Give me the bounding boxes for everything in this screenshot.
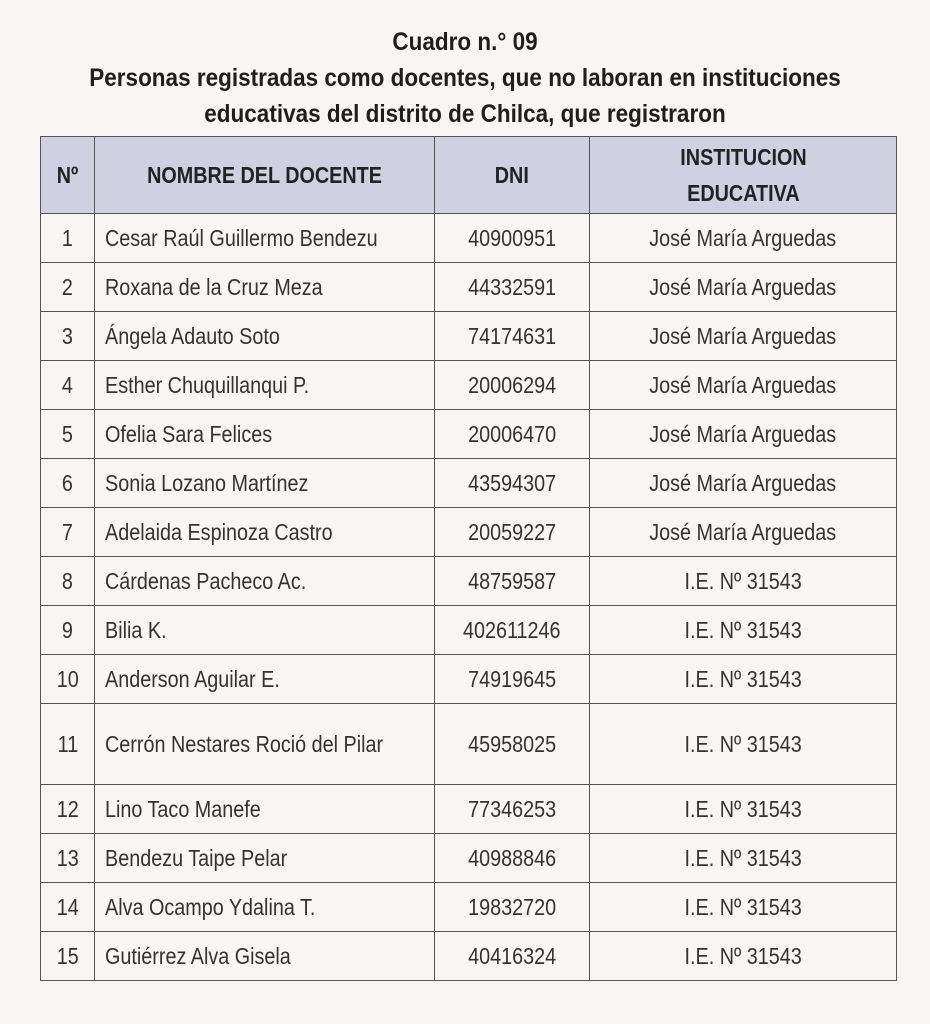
cell-dni-text: 20059227 — [467, 518, 557, 545]
cell-num — [41, 704, 95, 785]
teachers-table — [40, 136, 897, 981]
cell-dni — [435, 655, 590, 704]
cell-num — [41, 606, 95, 655]
cell-institution-text: I.E. Nº 31543 — [684, 942, 802, 969]
cell-dni — [435, 312, 590, 361]
cell-dni-text: 43594307 — [467, 469, 557, 496]
cell-institution — [590, 932, 897, 981]
cell-name — [95, 834, 435, 883]
table-row — [41, 834, 897, 883]
cell-institution-text: I.E. Nº 31543 — [684, 567, 802, 594]
cell-institution-text: José María Arguedas — [649, 322, 837, 349]
cell-dni — [435, 508, 590, 557]
table-caption-number: Cuadro n.° 09 — [392, 28, 538, 56]
cell-institution — [590, 557, 897, 606]
cell-institution — [590, 459, 897, 508]
cell-dni-text: 402611246 — [463, 616, 561, 643]
cell-num-text: 4 — [61, 371, 73, 398]
table-row — [41, 704, 897, 785]
cell-num — [41, 557, 95, 606]
cell-institution-text: I.E. Nº 31543 — [684, 616, 802, 643]
cell-dni — [435, 785, 590, 834]
cell-institution-text: José María Arguedas — [649, 224, 837, 251]
cell-num-text: 12 — [56, 795, 79, 822]
cell-dni-text: 45958025 — [467, 730, 557, 757]
cell-dni-text: 74919645 — [467, 665, 557, 692]
table-row — [41, 361, 897, 410]
cell-name-text: Gutiérrez Alva Gisela — [105, 943, 291, 969]
cell-name — [95, 263, 435, 312]
cell-num-text: 1 — [61, 224, 73, 251]
cell-name — [95, 361, 435, 410]
table-caption-line-2: educativas del distrito de Chilca, que registraron — [204, 100, 726, 128]
cell-dni — [435, 459, 590, 508]
table-header — [41, 137, 897, 214]
cell-institution-text: José María Arguedas — [649, 518, 837, 545]
cell-dni — [435, 214, 590, 263]
cell-name-text: Bilia K. — [105, 617, 167, 643]
header-institution-label-2: EDUCATIVA — [686, 180, 800, 206]
cell-institution — [590, 312, 897, 361]
cell-name-text: Alva Ocampo Ydalina T. — [105, 894, 316, 920]
table-row — [41, 459, 897, 508]
cell-num — [41, 655, 95, 704]
cell-dni-text: 40988846 — [467, 844, 557, 871]
cell-dni — [435, 883, 590, 932]
cell-institution-text: José María Arguedas — [649, 273, 837, 300]
header-row — [41, 137, 897, 214]
table-row — [41, 655, 897, 704]
cell-dni-text: 40900951 — [467, 224, 557, 251]
cell-name — [95, 785, 435, 834]
cell-institution-text: I.E. Nº 31543 — [684, 844, 802, 871]
table-row — [41, 606, 897, 655]
cell-num — [41, 883, 95, 932]
cell-dni — [435, 834, 590, 883]
table-row — [41, 214, 897, 263]
cell-name — [95, 655, 435, 704]
cell-institution-text: I.E. Nº 31543 — [684, 665, 802, 692]
cell-dni — [435, 704, 590, 785]
cell-dni — [435, 932, 590, 981]
table-body — [41, 214, 897, 981]
cell-name-text: Esther Chuquillanqui P. — [105, 372, 310, 398]
cell-name — [95, 459, 435, 508]
cell-name — [95, 214, 435, 263]
cell-name-text: Cesar Raúl Guillermo Bendezu — [105, 225, 378, 251]
table-caption-line-1: Personas registradas como docentes, que no laboran en instituciones — [89, 64, 841, 92]
cell-num-text: 3 — [61, 322, 73, 349]
cell-name — [95, 606, 435, 655]
cell-name — [95, 312, 435, 361]
header-num — [41, 137, 95, 214]
table-row — [41, 557, 897, 606]
cell-name-text: Ofelia Sara Felices — [105, 421, 273, 447]
cell-dni-text: 48759587 — [467, 567, 557, 594]
cell-num — [41, 214, 95, 263]
cell-institution — [590, 785, 897, 834]
cell-dni — [435, 263, 590, 312]
cell-num-text: 10 — [56, 665, 79, 692]
cell-dni-text: 74174631 — [467, 322, 557, 349]
cell-dni-text: 20006294 — [467, 371, 557, 398]
header-institution-label-1: INSTITUCION — [679, 144, 807, 170]
cell-name — [95, 704, 435, 785]
cell-dni-text: 19832720 — [467, 893, 557, 920]
cell-name — [95, 932, 435, 981]
cell-institution-text: José María Arguedas — [649, 469, 837, 496]
cell-institution — [590, 883, 897, 932]
cell-name-text: Ángela Adauto Soto — [105, 323, 280, 349]
cell-institution-text: José María Arguedas — [649, 420, 837, 447]
cell-num-text: 11 — [57, 730, 78, 757]
cell-name-text: Roxana de la Cruz Meza — [105, 274, 323, 300]
cell-dni — [435, 410, 590, 459]
cell-num — [41, 785, 95, 834]
cell-name-text: Cárdenas Pacheco Ac. — [105, 568, 307, 594]
table-row — [41, 932, 897, 981]
table-row — [41, 312, 897, 361]
table-row — [41, 883, 897, 932]
cell-num-text: 9 — [61, 616, 73, 643]
cell-institution-text: I.E. Nº 31543 — [684, 795, 802, 822]
cell-institution — [590, 361, 897, 410]
cell-institution — [590, 655, 897, 704]
cell-name-text: Bendezu Taipe Pelar — [105, 845, 288, 871]
cell-name-text: Cerrón Nestares Roció del Pilar — [105, 731, 384, 757]
cell-institution-text: I.E. Nº 31543 — [684, 893, 802, 920]
cell-num-text: 5 — [61, 420, 73, 447]
cell-name — [95, 410, 435, 459]
cell-institution — [590, 263, 897, 312]
cell-dni-text: 40416324 — [467, 942, 557, 969]
cell-dni — [435, 557, 590, 606]
cell-dni-text: 77346253 — [467, 795, 557, 822]
cell-institution — [590, 606, 897, 655]
header-num-label: Nº — [56, 162, 79, 188]
cell-num — [41, 263, 95, 312]
cell-num-text: 6 — [61, 469, 73, 496]
cell-institution — [590, 214, 897, 263]
cell-num-text: 13 — [56, 844, 79, 871]
table-row — [41, 508, 897, 557]
cell-num — [41, 508, 95, 557]
cell-num — [41, 459, 95, 508]
cell-dni-text: 20006470 — [467, 420, 557, 447]
cell-num — [41, 410, 95, 459]
table-row — [41, 263, 897, 312]
cell-dni-text: 44332591 — [467, 273, 557, 300]
cell-num — [41, 312, 95, 361]
header-name-label: NOMBRE DEL DOCENTE — [147, 162, 382, 188]
cell-num-text: 7 — [61, 518, 73, 545]
cell-num — [41, 932, 95, 981]
cell-name-text: Anderson Aguilar E. — [105, 666, 280, 692]
header-dni-label: DNI — [494, 162, 530, 188]
cell-name — [95, 557, 435, 606]
cell-name-text: Adelaida Espinoza Castro — [105, 519, 333, 545]
header-institution — [590, 137, 897, 214]
cell-name — [95, 508, 435, 557]
table-row — [41, 410, 897, 459]
cell-name-text: Sonia Lozano Martínez — [105, 470, 309, 496]
cell-institution — [590, 508, 897, 557]
cell-dni — [435, 606, 590, 655]
cell-name — [95, 883, 435, 932]
cell-name-text: Lino Taco Manefe — [105, 796, 261, 822]
header-dni — [435, 137, 590, 214]
cell-num-text: 8 — [61, 567, 73, 594]
cell-institution — [590, 704, 897, 785]
cell-num — [41, 361, 95, 410]
cell-num — [41, 834, 95, 883]
table-row — [41, 785, 897, 834]
cell-num-text: 2 — [61, 273, 73, 300]
cell-institution — [590, 834, 897, 883]
cell-dni — [435, 361, 590, 410]
header-name — [95, 137, 435, 214]
cell-institution — [590, 410, 897, 459]
cell-num-text: 15 — [56, 942, 79, 969]
cell-institution-text: José María Arguedas — [649, 371, 837, 398]
cell-institution-text: I.E. Nº 31543 — [684, 730, 802, 757]
cell-num-text: 14 — [56, 893, 79, 920]
